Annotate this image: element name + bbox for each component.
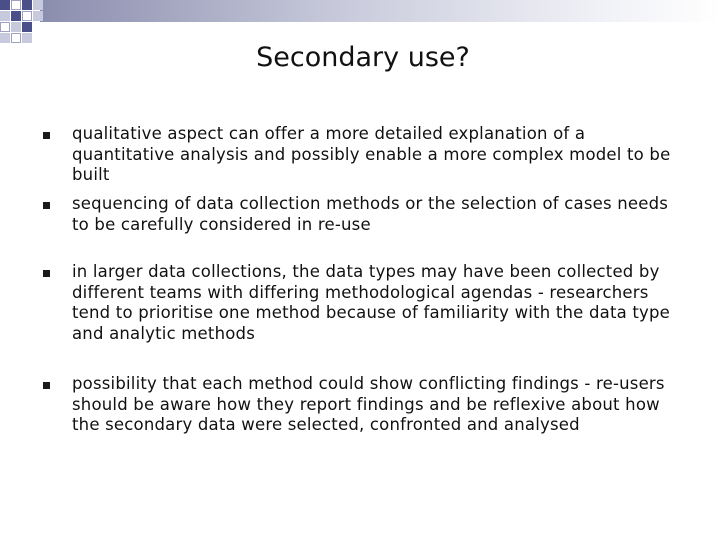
header-gradient-bar [40,0,720,22]
bullet-item [40,262,690,374]
bullet-text: sequencing of data collection methods or the selection of cases needs to be carefully considered in re-use [72,194,669,234]
bullet-text: possibility that each method could show conflicting findings - re-users should be aware how they report findings and be reflexive about how the secondary data were selected, confronted and analysed [72,374,665,434]
square-bullet-icon [43,202,50,209]
square-bullet-icon [43,270,50,277]
bullet-item [40,194,690,262]
bullet-item [40,374,690,456]
square-bullet-icon [43,132,50,139]
bullet-list [40,124,690,456]
bullet-text: qualitative aspect can offer a more detailed explanation of a quantitative analysis and possibly enable a more complex model to be built [72,124,671,184]
square-bullet-icon [43,382,50,389]
slide-title: Secondary use? [256,42,470,73]
bullet-text: in larger data collections, the data types may have been collected by different teams with differing methodological agendas - researchers tend to prioritise one method because of familiarity with the data type and analytic methods [72,262,671,343]
bullet-item [40,124,690,194]
